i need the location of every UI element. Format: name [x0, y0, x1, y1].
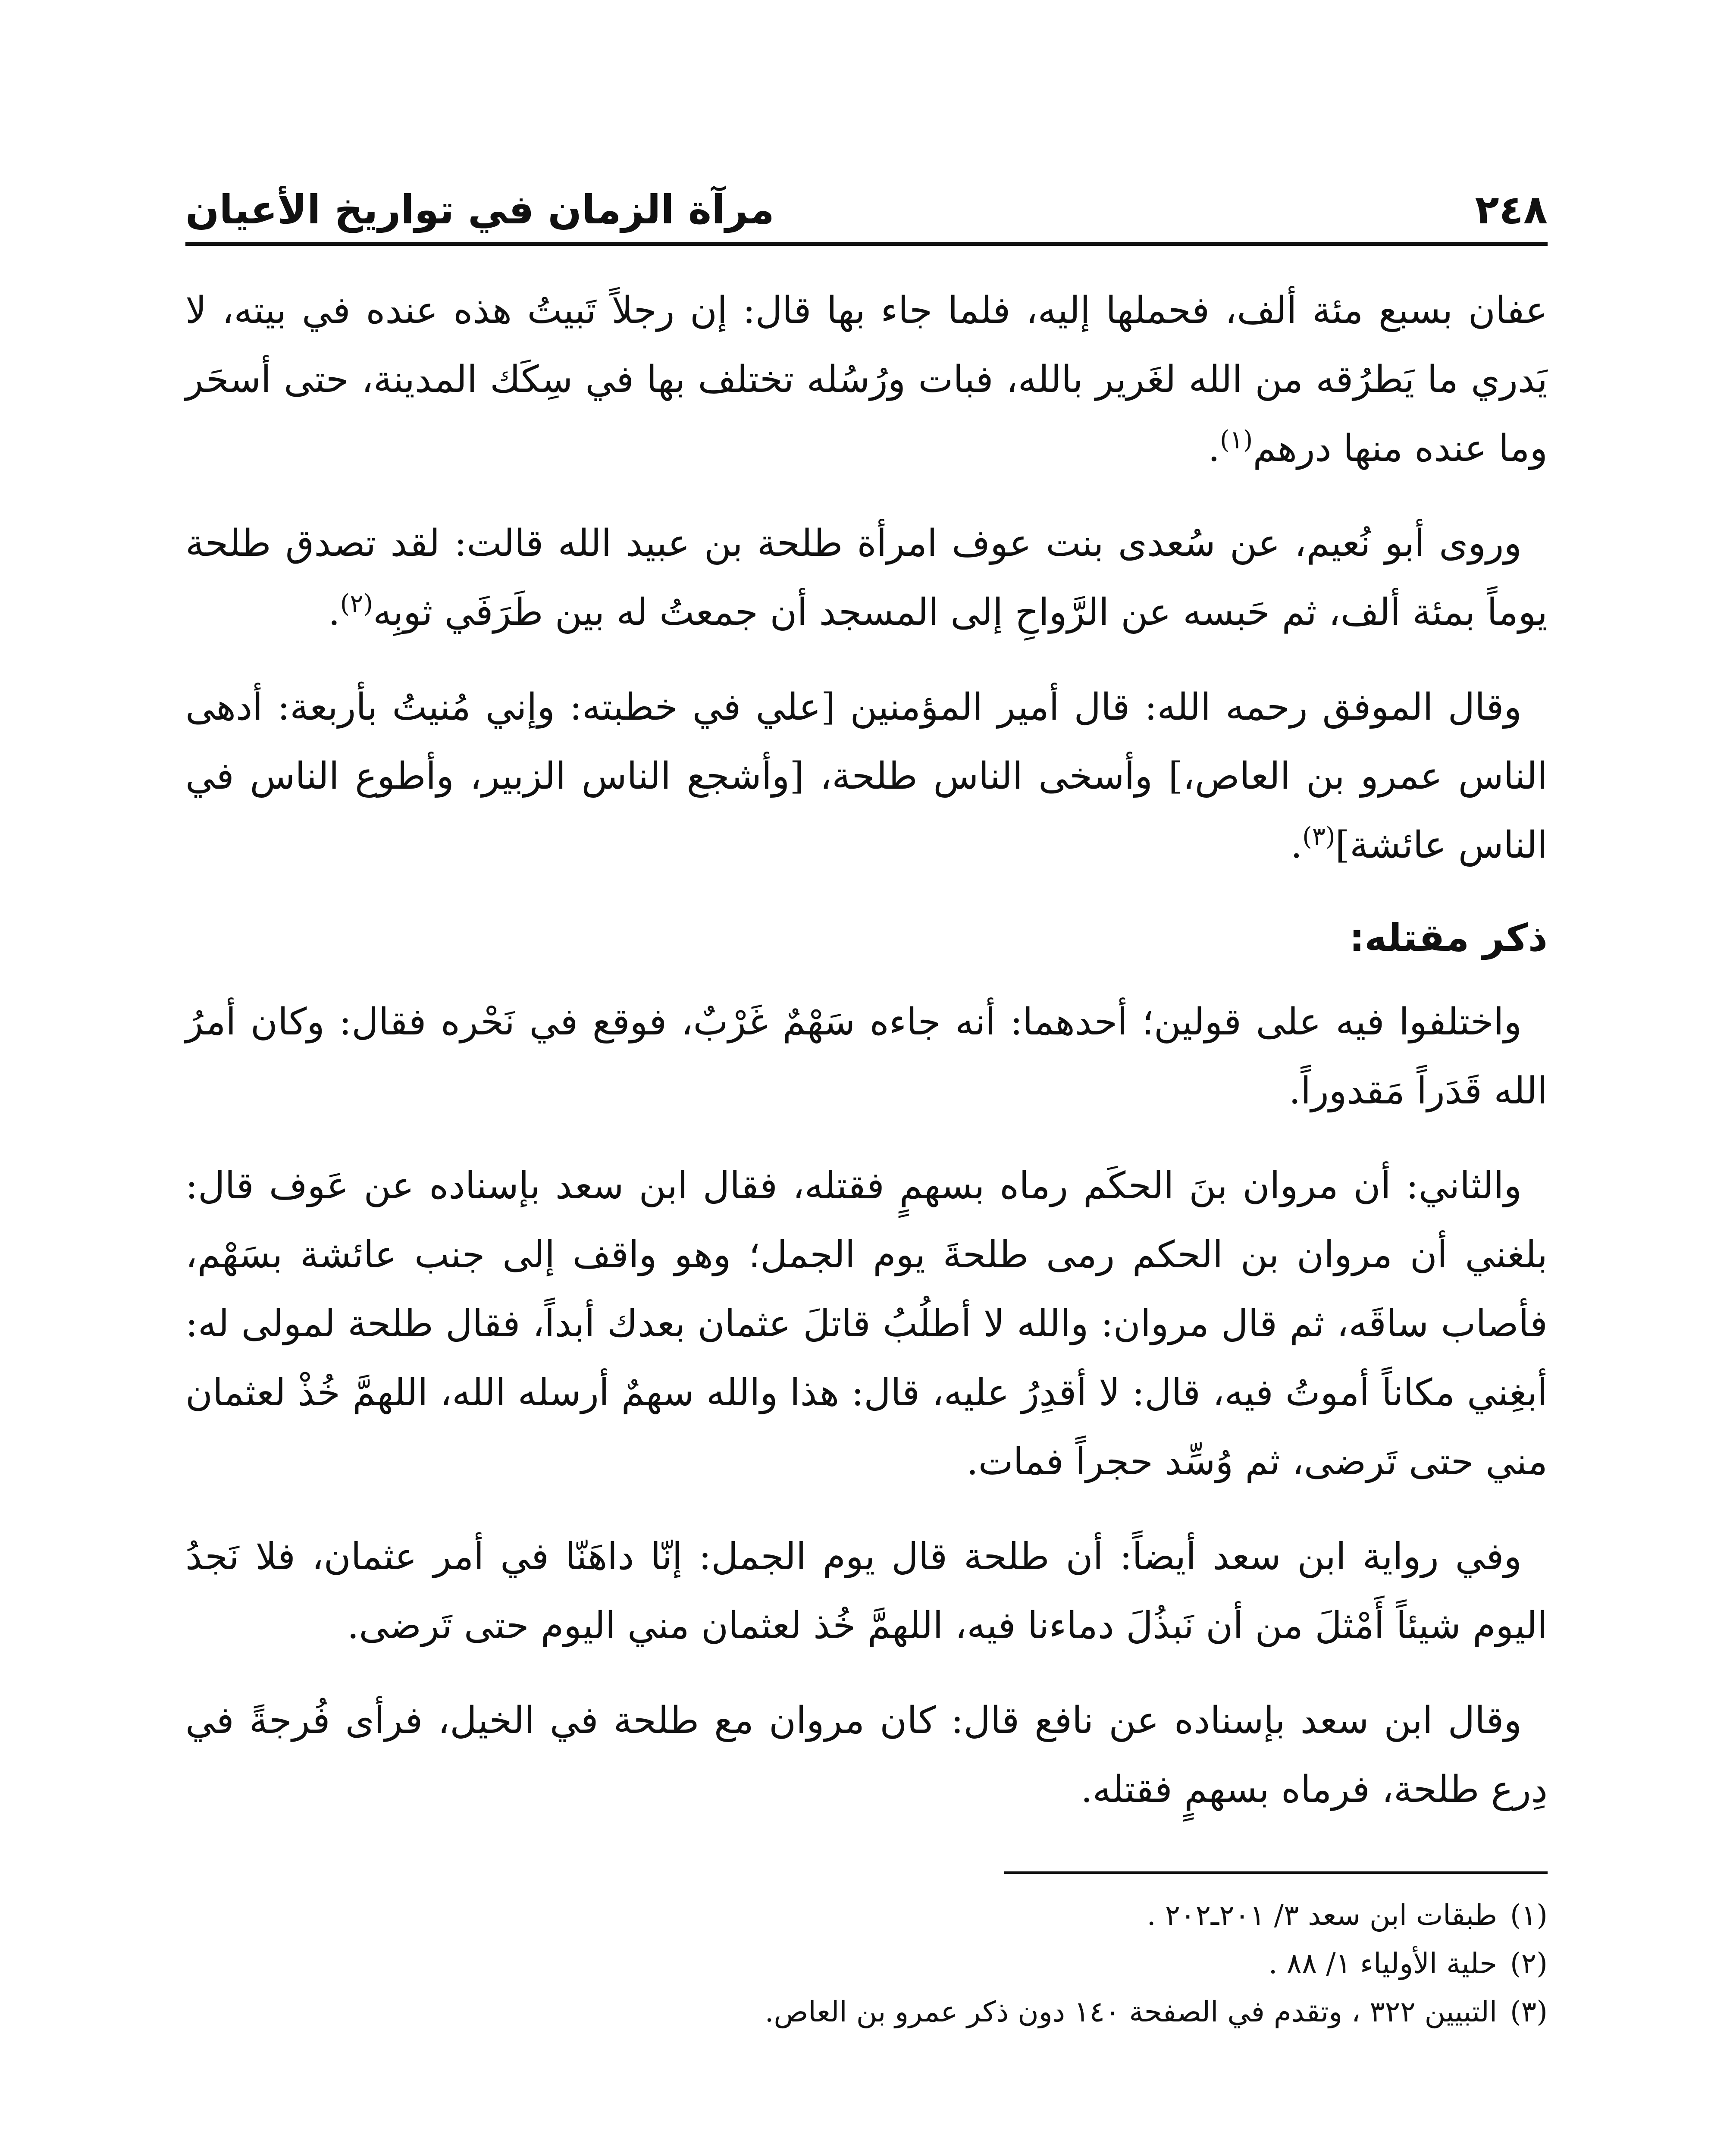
- footnote-marker-1: (١): [1220, 425, 1253, 454]
- main-text: [185, 276, 1548, 1824]
- footnote-2: [185, 1940, 1548, 1988]
- running-title: مرآة الزمان في تواريخ الأعيان: [185, 187, 774, 233]
- footnote-3: [185, 1988, 1548, 2036]
- paragraph-7: وقال ابن سعد بإسناده عن نافع قال: كان مروان مع طلحة في الخيل، فرأى فُرجةً في دِرع طلحة، فرماه بسهمٍ فقتله.: [185, 1699, 1548, 1811]
- footnote-marker-3: (٣): [1302, 821, 1335, 851]
- footnote-1: [185, 1891, 1548, 1940]
- paragraph-3: وقال الموفق رحمه الله: قال أمير المؤمنين [علي في خطبته: وإني مُنيتُ بأربعة: أدهى الناس عمرو بن العاص،] وأسخى الناس طلحة، [وأشجع الناس الزبير، وأطوع الناس في الناس عائشة]$^{(٣)}$.: [185, 686, 1548, 867]
- paragraph-2: وروى أبو نُعيم، عن سُعدى بنت عوف امرأة طلحة بن عبيد الله قالت: لقد تصدق طلحة يوماً بمئة ألف، ثم حَبسه عن الرَّواحِ إلى المسجد أن جمعتُ له بين طَرَفَي ثوبِه$^{(٢)}$.: [185, 522, 1548, 634]
- paragraph-5: والثاني: أن مروان بنَ الحكَم رماه بسهمٍ فقتله، فقال ابن سعد بإسناده عن عَوف قال: بلغني أن مروان بن الحكم رمى طلحةَ يوم الجمل؛ وهو واقف إلى جنب عائشة بسَهْم، فأصاب ساقَه، ثم قال مروان: والله لا أطلُبُ قاتلَ عثمان بعدك أبداً، فقال طلحة لمولى له: أبغِني مكاناً أموتُ فيه، قال: لا أقدِرُ عليه، قال: هذا والله سهمٌ أرسله الله، اللهمَّ خُذْ لعثمان مني حتى تَرضى، ثم وُسِّد حجراً فمات.: [185, 1164, 1548, 1483]
- page-header: [185, 147, 1548, 246]
- paragraph-6: وفي رواية ابن سعد أيضاً: أن طلحة قال يوم الجمل: إنّا داهَنّا في أمر عثمان، فلا نَجدُ اليوم شيئاً أَمْثلَ من أن نَبذُلَ دماءنا فيه، اللهمَّ خُذ لعثمان مني اليوم حتى تَرضى.: [185, 1535, 1548, 1647]
- section-heading: ذكر مقتله:: [1349, 915, 1548, 960]
- page-number: ٢٤٨: [1475, 187, 1548, 233]
- footnote-marker-2: (٢): [340, 589, 373, 618]
- footnote-number: (١): [1510, 1899, 1548, 1932]
- footnotes: [185, 1891, 1548, 2036]
- footnote-text: التبيين ٣٢٢ ، وتقدم في الصفحة ١٤٠ دون ذكر عمرو بن العاص.: [765, 1995, 1498, 2028]
- footnote-text: حلية الأولياء ١/ ٨٨ .: [1268, 1947, 1498, 1980]
- footnote-number: (٣): [1510, 1995, 1548, 2028]
- footnote-separator: [1004, 1871, 1548, 1874]
- footnote-number: (٢): [1510, 1947, 1548, 1980]
- paragraph-4: واختلفوا فيه على قولين؛ أحدهما: أنه جاءه سَهْمٌ غَرْبٌ، فوقع في نَحْره فقال: وكان أمرُ الله قَدَراً مَقدوراً.: [185, 1000, 1548, 1112]
- footnote-text: طبقات ابن سعد ٣/ ٢٠١ـ٢٠٢ .: [1147, 1899, 1498, 1932]
- paragraph-1: عفان بسبع مئة ألف، فحملها إليه، فلما جاء بها قال: إن رجلاً تَبيتُ هذه عنده في بيته، لا يَدري ما يَطرُقه من الله لغَرير بالله، فبات ورُسُله تختلف بها في سِكَك المدينة، حتى أسحَر وما عنده منها درهم$^{(١)}$.: [185, 289, 1548, 470]
